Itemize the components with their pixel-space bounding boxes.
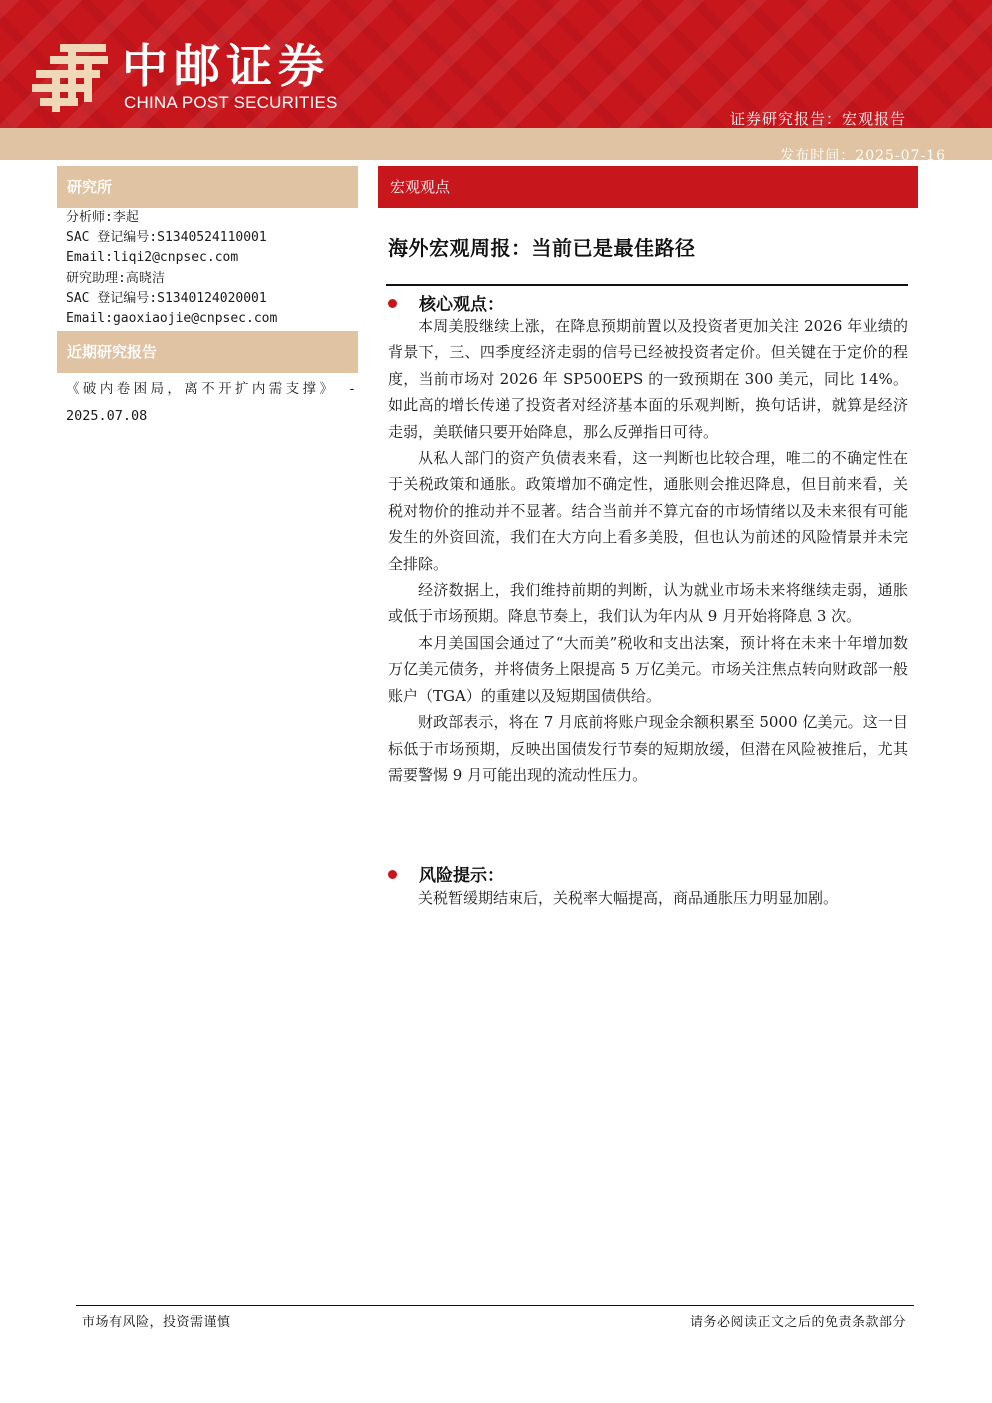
bullet-icon <box>388 870 397 879</box>
analyst-line: 研究助理:高晓洁 <box>66 270 165 286</box>
report-type: 证券研究报告：宏观报告 <box>729 110 906 128</box>
risk-label: 风险提示： <box>419 866 504 886</box>
analyst-line: 分析师:李起 <box>66 210 139 225</box>
brand-name-en: CHINA POST SECURITIES <box>124 93 338 112</box>
analyst-info <box>66 208 361 329</box>
paragraph: 经济数据上，我们维持前期的判断，认为就业市场未来将继续走弱，通胀或低于市场预期。降息节奏上，我们认为年内从 9 月开始将降息 3 次。 <box>388 581 908 626</box>
paragraph: 本周美股继续上涨，在降息预期前置以及投资者更加关注 2026 年业绩的背景下，三、四季度经济走弱的信号已经被投资者定价。但关键在于定价的程度，当前市场对 2026 年 SP500EPS 的一致预期在 300 美元，同比 14%。如此高的增长传递了投资者对经济基本面的乐观判断，换句话讲，就算是经济走弱，美联储只要开始降息，那么反弹指日可待。 <box>388 317 908 441</box>
footer-risk-note: 市场有风险，投资需谨慎 <box>82 1315 231 1330</box>
category-bar: 宏观观点 <box>378 166 918 208</box>
paragraph: 从私人部门的资产负债表来看，这一判断也比较合理，唯二的不确定性在于关税政策和通胀。政策增加不确定性，通胀则会推迟降息，但目前来看，关税对物价的推动并不显著。结合当前并不算亢奋的市场情绪以及未来很有可能发生的外资回流，我们在大方向上看多美股，但也认为前述的风险情景并未完全排除。 <box>388 449 908 573</box>
institute-heading: 研究所 <box>57 166 358 208</box>
risk-body <box>388 885 908 911</box>
analyst-line: SAC 登记编号:S1340124020001 <box>66 290 267 306</box>
paragraph: 关税暂缓期结束后，关税率大幅提高，商品通胀压力明显加剧。 <box>418 889 839 907</box>
core-views-heading <box>388 290 504 315</box>
recent-reports-heading: 近期研究报告 <box>57 331 358 373</box>
recent-report-title[interactable]: 《破内卷困局，离不开扩内需支撑》 - <box>66 381 356 397</box>
publish-date: 发布时间：2025-07-16 <box>780 148 946 164</box>
title-divider <box>386 284 908 286</box>
bullet-icon <box>388 299 397 308</box>
footer-disclaimer-note: 请务必阅读正文之后的免责条款部分 <box>689 1315 906 1330</box>
footer-divider <box>76 1305 914 1306</box>
analyst-line: SAC 登记编号:S1340524110001 <box>66 230 267 246</box>
header-banner <box>0 0 992 128</box>
recent-report-date: 2025.07.08 <box>66 408 148 424</box>
core-views-body <box>388 313 908 788</box>
analyst-line: Email:liqi2@cnpsec.com <box>66 250 239 266</box>
risk-heading <box>388 861 504 886</box>
core-views-label: 核心观点： <box>419 295 504 315</box>
report-title: 海外宏观周报：当前已是最佳路径 <box>388 236 696 260</box>
paragraph: 本月美国国会通过了“大而美”税收和支出法案，预计将在未来十年增加数万亿美元债务，并将债务上限提高 5 万亿美元。市场关注焦点转向财政部一般账户（TGA）的重建以及短期国债供给。 <box>388 633 908 705</box>
paragraph: 财政部表示，将在 7 月底前将账户现金余额积累至 5000 亿美元。这一目标低于市场预期，反映出国债发行节奏的短期放缓，但潜在风险被推后，尤其需要警惕 9 月可能出现的流动性压力。 <box>388 713 908 784</box>
recent-report-item[interactable] <box>66 376 356 430</box>
china-post-emblem-icon <box>30 40 112 116</box>
analyst-line: Email:gaoxiaojie@cnpsec.com <box>66 311 278 327</box>
brand-name-cn: 中邮证券 <box>122 39 330 93</box>
